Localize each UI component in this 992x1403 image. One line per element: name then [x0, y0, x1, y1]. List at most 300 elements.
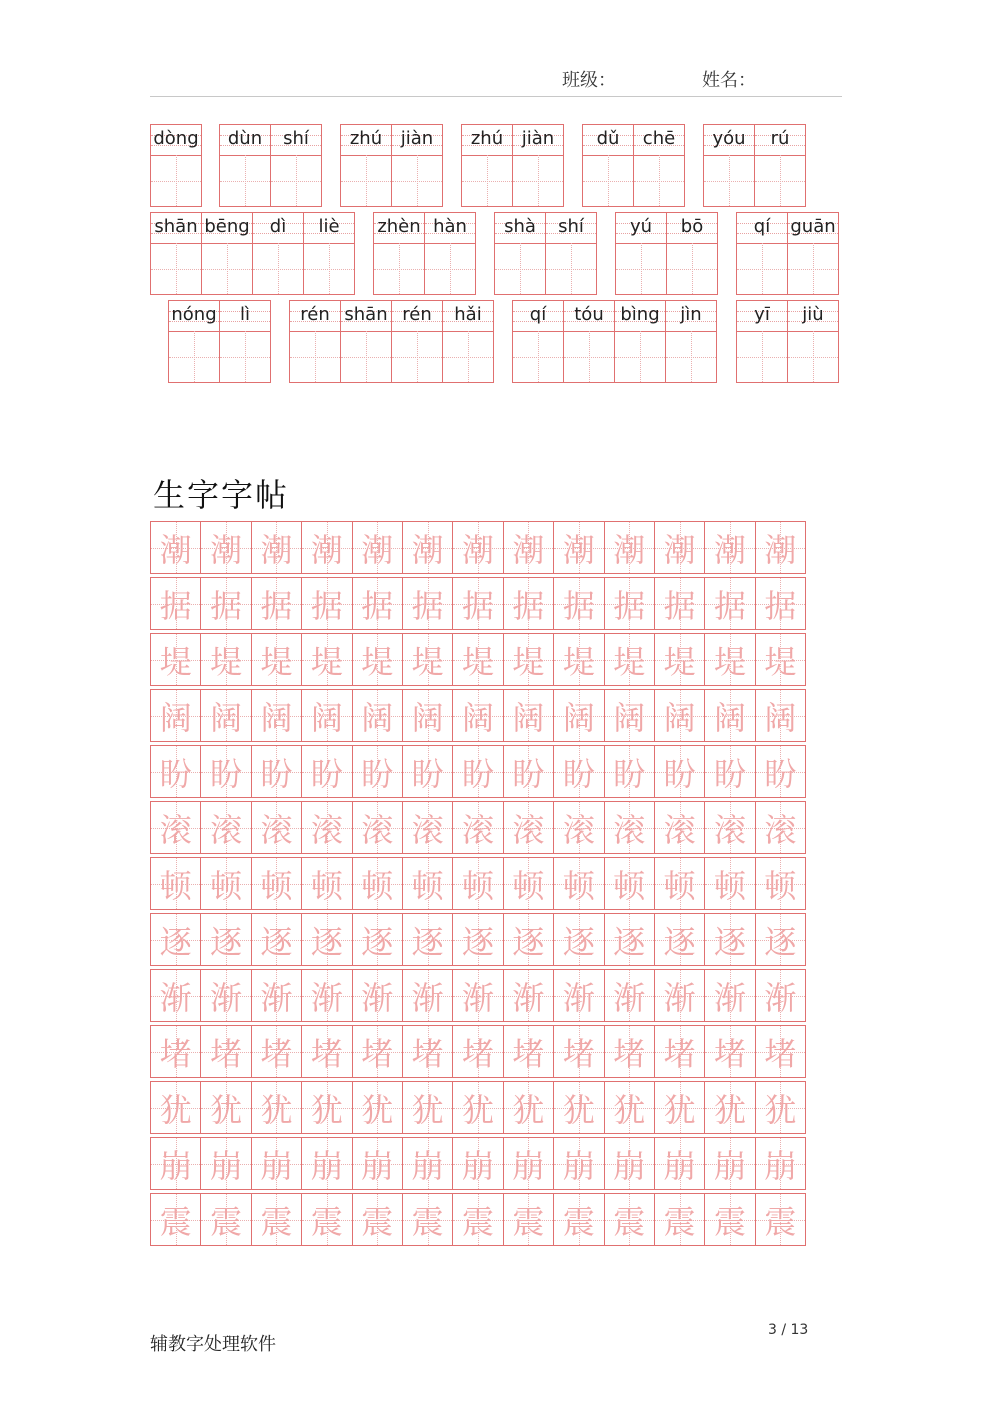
- practice-cell[interactable]: [301, 1193, 352, 1246]
- practice-cell[interactable]: [704, 1025, 755, 1078]
- pinyin-word-box: [494, 212, 597, 295]
- practice-cell[interactable]: [352, 577, 403, 630]
- trace-character: 堵: [462, 1034, 495, 1073]
- practice-cell[interactable]: [604, 1081, 655, 1134]
- practice-cell[interactable]: [503, 1081, 554, 1134]
- practice-cell[interactable]: [704, 521, 755, 574]
- practice-cell[interactable]: [654, 1137, 705, 1190]
- pinyin-text: jiàn: [400, 128, 434, 149]
- practice-cell[interactable]: [200, 521, 251, 574]
- practice-cell[interactable]: [352, 969, 403, 1022]
- practice-cell[interactable]: [553, 521, 604, 574]
- trace-character: 震: [310, 1202, 343, 1241]
- practice-cell[interactable]: [452, 1137, 503, 1190]
- trace-character: 崩: [462, 1146, 495, 1185]
- practice-cell[interactable]: [402, 1193, 453, 1246]
- pinyin-cell: [220, 301, 271, 383]
- practice-cell[interactable]: [200, 633, 251, 686]
- trace-character: 滚: [713, 810, 746, 849]
- practice-cell[interactable]: [352, 1193, 403, 1246]
- practice-cell[interactable]: [704, 1137, 755, 1190]
- trace-character: 崩: [411, 1146, 444, 1185]
- practice-cell[interactable]: [704, 577, 755, 630]
- page-number: 3 / 13: [768, 1322, 809, 1338]
- practice-cell[interactable]: [604, 857, 655, 910]
- character-writing-area[interactable]: [443, 331, 493, 382]
- trace-character: 盼: [764, 754, 797, 793]
- practice-cell[interactable]: [503, 1025, 554, 1078]
- character-writing-area[interactable]: [788, 331, 838, 382]
- practice-cell[interactable]: [654, 913, 705, 966]
- character-writing-area[interactable]: [290, 331, 340, 382]
- character-writing-area[interactable]: [634, 155, 684, 206]
- trace-character: 顿: [512, 866, 545, 905]
- footer-software-name: 辅教字处理软件: [150, 1334, 276, 1355]
- practice-cell[interactable]: [604, 521, 655, 574]
- trace-character: 阔: [562, 698, 595, 737]
- character-writing-area[interactable]: [304, 243, 354, 294]
- character-writing-area[interactable]: [151, 155, 201, 206]
- practice-cell[interactable]: [150, 689, 201, 742]
- practice-cell[interactable]: [200, 857, 251, 910]
- practice-cell[interactable]: [452, 745, 503, 798]
- trace-character: 崩: [562, 1146, 595, 1185]
- pinyin-cell: [737, 301, 788, 383]
- trace-character: 滚: [512, 810, 545, 849]
- practice-cell[interactable]: [553, 913, 604, 966]
- practice-cell[interactable]: [654, 857, 705, 910]
- trace-character: 堵: [613, 1034, 646, 1073]
- pinyin-word-box: [219, 124, 322, 207]
- trace-character: 滚: [613, 810, 646, 849]
- pinyin-word-box: [150, 212, 355, 295]
- character-writing-area[interactable]: [704, 155, 754, 206]
- character-writing-area[interactable]: [392, 155, 442, 206]
- character-writing-area[interactable]: [169, 331, 219, 382]
- practice-cell[interactable]: [352, 745, 403, 798]
- character-writing-area[interactable]: [253, 243, 303, 294]
- practice-cell[interactable]: [503, 913, 554, 966]
- character-writing-area[interactable]: [374, 243, 424, 294]
- pinyin-cell: [443, 301, 494, 383]
- practice-cell[interactable]: [402, 745, 453, 798]
- practice-cell[interactable]: [352, 1137, 403, 1190]
- practice-cell[interactable]: [352, 521, 403, 574]
- pinyin-cell: [513, 301, 564, 383]
- pinyin-cell: [788, 213, 839, 295]
- practice-cell[interactable]: [604, 633, 655, 686]
- practice-cell[interactable]: [503, 745, 554, 798]
- character-writing-area[interactable]: [341, 155, 391, 206]
- trace-character: 据: [512, 586, 545, 625]
- practice-cell[interactable]: [704, 1081, 755, 1134]
- character-writing-area[interactable]: [462, 155, 512, 206]
- practice-cell[interactable]: [503, 1137, 554, 1190]
- practice-cell[interactable]: [553, 1137, 604, 1190]
- practice-cell[interactable]: [704, 689, 755, 742]
- character-writing-area[interactable]: [513, 155, 563, 206]
- character-writing-area[interactable]: [666, 331, 716, 382]
- practice-cell[interactable]: [755, 969, 806, 1022]
- practice-cell[interactable]: [452, 689, 503, 742]
- trace-character: 潮: [764, 530, 797, 569]
- practice-cell[interactable]: [755, 857, 806, 910]
- practice-cell[interactable]: [452, 913, 503, 966]
- trace-character: 顿: [210, 866, 243, 905]
- practice-cell[interactable]: [301, 633, 352, 686]
- practice-cell[interactable]: [755, 1081, 806, 1134]
- trace-character: 逐: [411, 922, 444, 961]
- pinyin-text: yī: [754, 304, 770, 325]
- pinyin-cell: [151, 213, 202, 295]
- practice-row: [150, 1193, 818, 1246]
- practice-cell[interactable]: [251, 689, 302, 742]
- practice-cell[interactable]: [150, 969, 201, 1022]
- pinyin-text: qí: [753, 216, 771, 237]
- practice-cell[interactable]: [755, 577, 806, 630]
- practice-row: [150, 1025, 818, 1078]
- trace-character: 据: [411, 586, 444, 625]
- trace-character: 震: [260, 1202, 293, 1241]
- practice-cell[interactable]: [402, 801, 453, 854]
- trace-character: 堵: [260, 1034, 293, 1073]
- character-writing-area[interactable]: [788, 243, 838, 294]
- practice-cell[interactable]: [402, 1081, 453, 1134]
- trace-character: 逐: [562, 922, 595, 961]
- pinyin-cell: [495, 213, 546, 295]
- practice-cell[interactable]: [553, 577, 604, 630]
- character-writing-area[interactable]: [755, 155, 805, 206]
- practice-cell[interactable]: [654, 1025, 705, 1078]
- practice-cell[interactable]: [503, 521, 554, 574]
- trace-character: 盼: [663, 754, 696, 793]
- trace-character: 逐: [713, 922, 746, 961]
- practice-cell[interactable]: [604, 577, 655, 630]
- trace-character: 潮: [713, 530, 746, 569]
- trace-character: 据: [361, 586, 394, 625]
- practice-cell[interactable]: [200, 1137, 251, 1190]
- practice-cell[interactable]: [553, 857, 604, 910]
- practice-cell[interactable]: [553, 745, 604, 798]
- character-writing-area[interactable]: [513, 331, 563, 382]
- pinyin-cell: [151, 125, 202, 207]
- practice-cell[interactable]: [704, 969, 755, 1022]
- practice-cell[interactable]: [604, 745, 655, 798]
- practice-cell[interactable]: [503, 689, 554, 742]
- practice-row: [150, 1137, 818, 1190]
- trace-character: 犹: [411, 1090, 444, 1129]
- character-writing-area[interactable]: [615, 331, 665, 382]
- character-writing-area[interactable]: [564, 331, 614, 382]
- character-writing-area[interactable]: [583, 155, 633, 206]
- pinyin-word-box: [615, 212, 718, 295]
- trace-character: 阔: [411, 698, 444, 737]
- practice-cell[interactable]: [301, 689, 352, 742]
- practice-cell[interactable]: [150, 633, 201, 686]
- practice-cell[interactable]: [301, 913, 352, 966]
- practice-cell[interactable]: [755, 1025, 806, 1078]
- practice-cell[interactable]: [654, 689, 705, 742]
- trace-character: 盼: [159, 754, 192, 793]
- practice-cell[interactable]: [301, 745, 352, 798]
- trace-character: 渐: [764, 978, 797, 1017]
- practice-cell[interactable]: [251, 745, 302, 798]
- practice-cell[interactable]: [200, 1025, 251, 1078]
- trace-character: 潮: [512, 530, 545, 569]
- trace-character: 渐: [260, 978, 293, 1017]
- trace-character: 逐: [613, 922, 646, 961]
- practice-cell[interactable]: [755, 1137, 806, 1190]
- trace-character: 盼: [562, 754, 595, 793]
- practice-cell[interactable]: [452, 633, 503, 686]
- practice-cell[interactable]: [704, 633, 755, 686]
- trace-character: 逐: [361, 922, 394, 961]
- practice-cell[interactable]: [503, 857, 554, 910]
- trace-character: 逐: [663, 922, 696, 961]
- practice-cell[interactable]: [755, 801, 806, 854]
- practice-cell[interactable]: [755, 689, 806, 742]
- practice-cell[interactable]: [604, 1025, 655, 1078]
- character-writing-area[interactable]: [737, 243, 787, 294]
- practice-cell[interactable]: [654, 801, 705, 854]
- practice-cell[interactable]: [654, 1193, 705, 1246]
- practice-cell[interactable]: [654, 745, 705, 798]
- practice-cell[interactable]: [452, 1081, 503, 1134]
- pinyin-cell: [271, 125, 322, 207]
- practice-cell[interactable]: [604, 969, 655, 1022]
- character-writing-area[interactable]: [667, 243, 717, 294]
- practice-cell[interactable]: [654, 633, 705, 686]
- pinyin-text: bēng: [204, 216, 250, 237]
- practice-cell[interactable]: [150, 1025, 201, 1078]
- practice-cell[interactable]: [200, 1193, 251, 1246]
- trace-character: 堤: [713, 642, 746, 681]
- trace-character: 犹: [764, 1090, 797, 1129]
- trace-character: 崩: [764, 1146, 797, 1185]
- practice-cell[interactable]: [452, 1025, 503, 1078]
- trace-character: 滚: [310, 810, 343, 849]
- character-writing-area[interactable]: [220, 331, 270, 382]
- character-writing-area[interactable]: [220, 155, 270, 206]
- practice-cell[interactable]: [352, 913, 403, 966]
- practice-cell[interactable]: [352, 1081, 403, 1134]
- practice-cell[interactable]: [200, 913, 251, 966]
- practice-cell[interactable]: [704, 913, 755, 966]
- practice-cell[interactable]: [503, 577, 554, 630]
- practice-cell[interactable]: [604, 801, 655, 854]
- practice-cell[interactable]: [402, 1025, 453, 1078]
- pinyin-text: rén: [402, 304, 432, 325]
- practice-cell[interactable]: [553, 1193, 604, 1246]
- practice-cell[interactable]: [553, 689, 604, 742]
- practice-cell[interactable]: [402, 969, 453, 1022]
- practice-cell[interactable]: [654, 1081, 705, 1134]
- character-writing-area[interactable]: [737, 331, 787, 382]
- practice-cell[interactable]: [654, 969, 705, 1022]
- practice-cell[interactable]: [200, 577, 251, 630]
- practice-cell[interactable]: [301, 1081, 352, 1134]
- pinyin-text: jìn: [680, 304, 702, 325]
- practice-cell[interactable]: [654, 521, 705, 574]
- trace-character: 阔: [260, 698, 293, 737]
- practice-cell[interactable]: [402, 913, 453, 966]
- practice-cell[interactable]: [200, 745, 251, 798]
- practice-cell[interactable]: [251, 857, 302, 910]
- practice-cell[interactable]: [704, 745, 755, 798]
- practice-cell[interactable]: [251, 1081, 302, 1134]
- character-writing-area[interactable]: [202, 243, 252, 294]
- practice-cell[interactable]: [251, 913, 302, 966]
- pinyin-cell: [546, 213, 597, 295]
- trace-character: 逐: [260, 922, 293, 961]
- practice-cell[interactable]: [251, 633, 302, 686]
- practice-cell[interactable]: [150, 745, 201, 798]
- practice-cell[interactable]: [150, 857, 201, 910]
- practice-cell[interactable]: [301, 577, 352, 630]
- practice-cell[interactable]: [553, 1081, 604, 1134]
- practice-cell[interactable]: [553, 801, 604, 854]
- practice-cell[interactable]: [251, 521, 302, 574]
- trace-character: 顿: [462, 866, 495, 905]
- practice-cell[interactable]: [150, 577, 201, 630]
- character-writing-area[interactable]: [495, 243, 545, 294]
- pinyin-cell: [392, 125, 443, 207]
- practice-cell[interactable]: [452, 969, 503, 1022]
- practice-cell[interactable]: [452, 801, 503, 854]
- practice-cell[interactable]: [704, 857, 755, 910]
- practice-cell[interactable]: [301, 857, 352, 910]
- pinyin-text: shà: [504, 216, 536, 237]
- trace-character: 阔: [462, 698, 495, 737]
- practice-cell[interactable]: [200, 801, 251, 854]
- practice-cell[interactable]: [352, 857, 403, 910]
- practice-cell[interactable]: [352, 689, 403, 742]
- practice-cell[interactable]: [150, 913, 201, 966]
- practice-cell[interactable]: [452, 857, 503, 910]
- trace-character: 顿: [764, 866, 797, 905]
- character-writing-area[interactable]: [616, 243, 666, 294]
- practice-cell[interactable]: [452, 577, 503, 630]
- trace-character: 滚: [462, 810, 495, 849]
- practice-cell[interactable]: [301, 801, 352, 854]
- practice-cell[interactable]: [755, 633, 806, 686]
- practice-cell[interactable]: [251, 1193, 302, 1246]
- practice-cell[interactable]: [150, 1193, 201, 1246]
- trace-character: 犹: [663, 1090, 696, 1129]
- practice-cell[interactable]: [402, 521, 453, 574]
- practice-cell[interactable]: [755, 521, 806, 574]
- practice-cell[interactable]: [704, 801, 755, 854]
- practice-cell[interactable]: [301, 1137, 352, 1190]
- practice-cell[interactable]: [402, 633, 453, 686]
- practice-cell[interactable]: [150, 801, 201, 854]
- practice-cell[interactable]: [553, 969, 604, 1022]
- practice-cell[interactable]: [654, 577, 705, 630]
- pinyin-text: dǔ: [596, 128, 620, 149]
- practice-cell[interactable]: [352, 801, 403, 854]
- practice-cell[interactable]: [755, 913, 806, 966]
- practice-cell[interactable]: [402, 857, 453, 910]
- trace-character: 滚: [159, 810, 192, 849]
- practice-cell[interactable]: [251, 969, 302, 1022]
- practice-cell[interactable]: [200, 689, 251, 742]
- character-writing-area[interactable]: [341, 331, 391, 382]
- practice-cell[interactable]: [301, 521, 352, 574]
- trace-character: 顿: [613, 866, 646, 905]
- trace-character: 滚: [411, 810, 444, 849]
- practice-cell[interactable]: [704, 1193, 755, 1246]
- practice-cell[interactable]: [251, 1025, 302, 1078]
- practice-cell[interactable]: [604, 1137, 655, 1190]
- practice-cell[interactable]: [402, 689, 453, 742]
- character-writing-area[interactable]: [425, 243, 475, 294]
- trace-character: 顿: [310, 866, 343, 905]
- trace-character: 震: [361, 1202, 394, 1241]
- practice-cell[interactable]: [301, 1025, 352, 1078]
- trace-character: 滚: [764, 810, 797, 849]
- practice-cell[interactable]: [503, 969, 554, 1022]
- pinyin-cell: [202, 213, 253, 295]
- pinyin-cell: [737, 213, 788, 295]
- pinyin-text: dì: [269, 216, 287, 237]
- practice-cell[interactable]: [200, 969, 251, 1022]
- pinyin-cell: [220, 125, 271, 207]
- pinyin-text: bìng: [620, 304, 660, 325]
- practice-cell[interactable]: [150, 1137, 201, 1190]
- practice-cell[interactable]: [503, 633, 554, 686]
- practice-cell[interactable]: [251, 1137, 302, 1190]
- practice-cell[interactable]: [604, 689, 655, 742]
- practice-cell[interactable]: [755, 1193, 806, 1246]
- practice-cell[interactable]: [452, 1193, 503, 1246]
- practice-cell[interactable]: [402, 1137, 453, 1190]
- trace-character: 犹: [260, 1090, 293, 1129]
- practice-cell[interactable]: [352, 1025, 403, 1078]
- trace-character: 潮: [260, 530, 293, 569]
- practice-cell[interactable]: [251, 577, 302, 630]
- practice-cell[interactable]: [150, 521, 201, 574]
- practice-cell[interactable]: [503, 801, 554, 854]
- practice-cell[interactable]: [352, 633, 403, 686]
- trace-character: 震: [663, 1202, 696, 1241]
- practice-cell[interactable]: [755, 745, 806, 798]
- character-writing-area[interactable]: [271, 155, 321, 206]
- pinyin-text: yóu: [712, 128, 746, 149]
- practice-cell[interactable]: [604, 913, 655, 966]
- practice-cell[interactable]: [150, 1081, 201, 1134]
- pinyin-text: zhú: [349, 128, 383, 149]
- trace-character: 顿: [713, 866, 746, 905]
- practice-cell[interactable]: [553, 633, 604, 686]
- trace-character: 阔: [663, 698, 696, 737]
- practice-cell[interactable]: [251, 801, 302, 854]
- character-writing-area[interactable]: [151, 243, 201, 294]
- section-title: 生字字帖: [153, 476, 290, 514]
- trace-character: 据: [713, 586, 746, 625]
- character-writing-area[interactable]: [546, 243, 596, 294]
- trace-character: 堵: [411, 1034, 444, 1073]
- practice-row: [150, 689, 818, 742]
- practice-cell[interactable]: [503, 1193, 554, 1246]
- practice-cell[interactable]: [553, 1025, 604, 1078]
- character-writing-area[interactable]: [392, 331, 442, 382]
- practice-cell[interactable]: [200, 1081, 251, 1134]
- trace-character: 潮: [159, 530, 192, 569]
- practice-cell[interactable]: [604, 1193, 655, 1246]
- practice-cell[interactable]: [301, 969, 352, 1022]
- practice-cell[interactable]: [402, 577, 453, 630]
- practice-cell[interactable]: [452, 521, 503, 574]
